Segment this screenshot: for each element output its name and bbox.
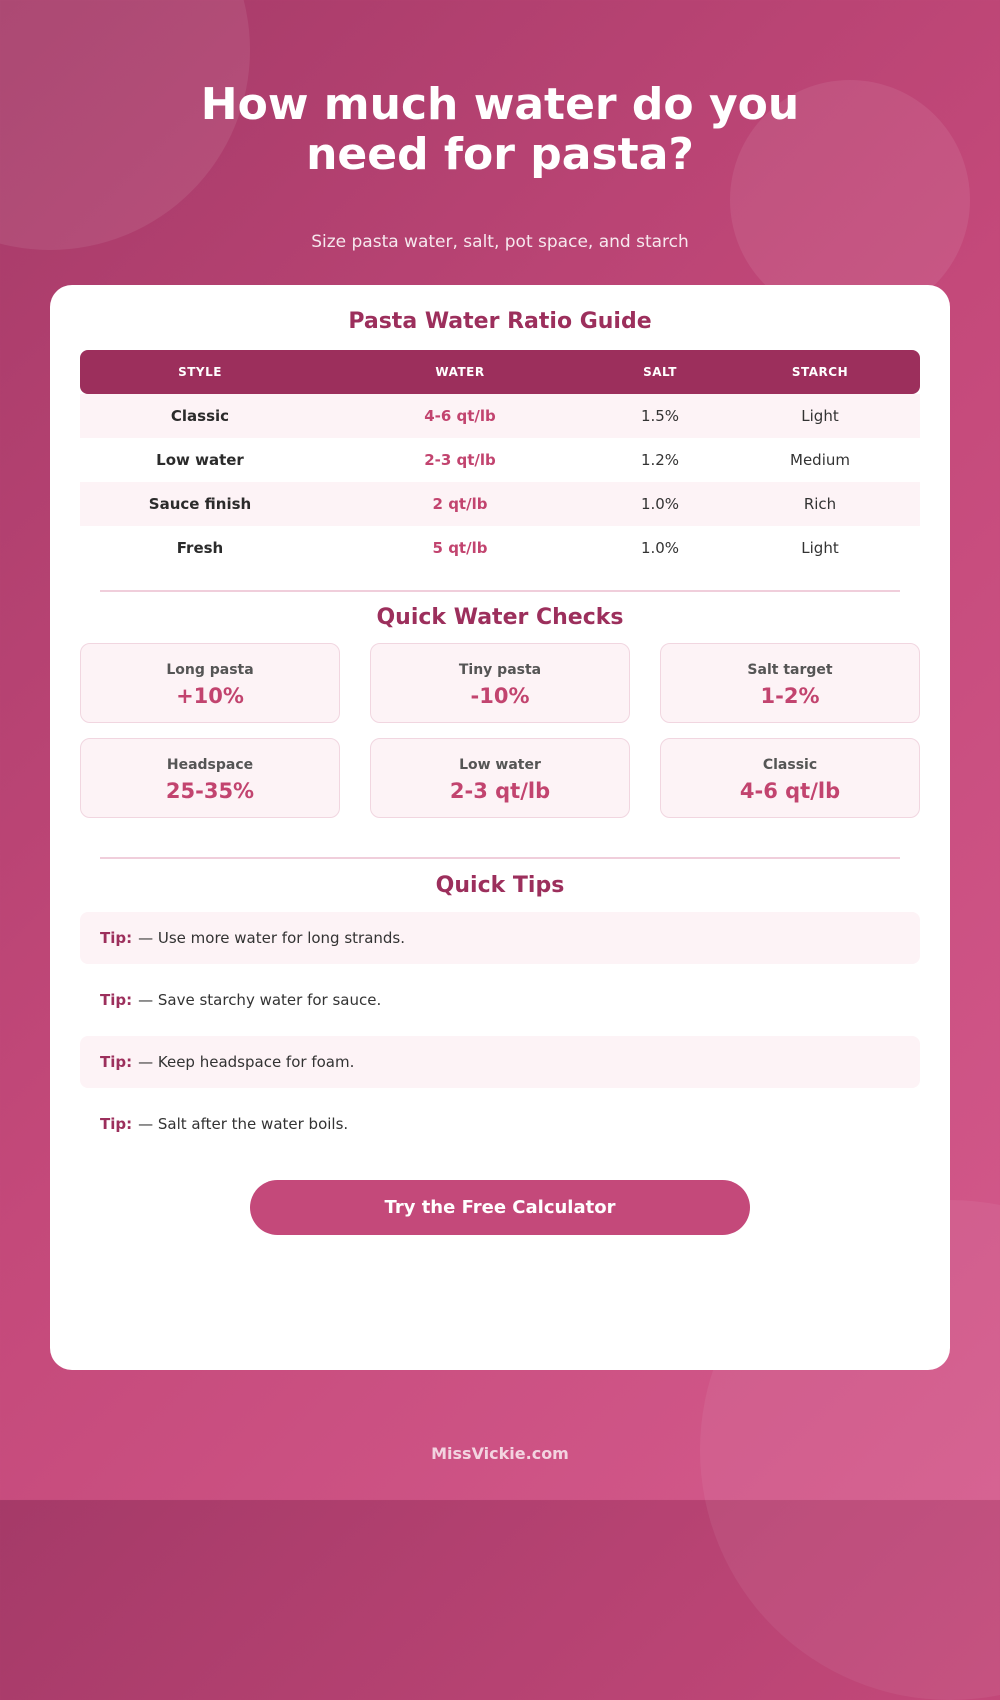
column-header-starch: STARCH xyxy=(791,365,849,379)
tip-label: Tip: xyxy=(100,1053,133,1071)
cell-style: Low water xyxy=(156,451,244,469)
check-card xyxy=(80,738,340,818)
check-card xyxy=(370,738,630,818)
tip-text: — Keep headspace for foam. xyxy=(138,1053,355,1071)
footer-brand[interactable]: MissVickie.com xyxy=(431,1444,569,1463)
cell-starch: Light xyxy=(801,539,839,557)
ratio-table xyxy=(80,350,920,570)
cell-salt: 1.2% xyxy=(640,451,680,469)
content-card xyxy=(50,285,950,1370)
check-card xyxy=(370,643,630,723)
column-header-style: STYLE xyxy=(178,365,222,379)
check-value: 4-6 qt/lb xyxy=(739,779,841,803)
check-label: Headspace xyxy=(166,757,254,773)
cell-water: 2-3 qt/lb xyxy=(424,451,496,469)
section-divider xyxy=(100,857,900,859)
cell-starch: Medium xyxy=(790,451,850,469)
cell-water: 5 qt/lb xyxy=(432,539,488,557)
check-value: 2-3 qt/lb xyxy=(449,779,551,803)
tip-text: — Save starchy water for sauce. xyxy=(138,991,382,1009)
tip-text: — Salt after the water boils. xyxy=(138,1115,349,1133)
check-label: Long pasta xyxy=(166,662,254,678)
title-line-2: need for pasta? xyxy=(306,129,694,180)
cell-water: 4-6 qt/lb xyxy=(424,407,496,425)
check-label: Classic xyxy=(762,757,818,773)
cell-style: Sauce finish xyxy=(148,495,252,513)
table-row xyxy=(80,394,920,438)
title-line-1: How much water do you xyxy=(200,79,800,130)
check-value: 1-2% xyxy=(760,684,820,708)
page-subtitle: Size pasta water, salt, pot space, and starch xyxy=(311,232,689,252)
check-value: 25-35% xyxy=(165,779,255,803)
check-card xyxy=(660,738,920,818)
cell-style: Fresh xyxy=(176,539,224,557)
ratio-guide-heading: Pasta Water Ratio Guide xyxy=(348,309,652,334)
check-value: -10% xyxy=(470,684,530,708)
cell-starch: Rich xyxy=(803,495,837,513)
table-row xyxy=(80,482,920,526)
check-card xyxy=(660,643,920,723)
column-header-salt: SALT xyxy=(643,365,677,379)
check-value: +10% xyxy=(176,684,244,708)
cell-style: Classic xyxy=(170,407,230,425)
column-header-water: WATER xyxy=(435,365,485,379)
tip-item xyxy=(80,974,920,1026)
quick-tips-heading: Quick Tips xyxy=(435,873,565,898)
cell-salt: 1.5% xyxy=(640,407,680,425)
check-label: Salt target xyxy=(747,662,833,678)
table-row xyxy=(80,526,920,570)
tip-item xyxy=(80,912,920,964)
check-card xyxy=(80,643,340,723)
tip-item xyxy=(80,1036,920,1088)
page-title xyxy=(0,80,1000,180)
try-calculator-button[interactable]: Try the Free Calculator xyxy=(250,1180,750,1235)
tip-text: — Use more water for long strands. xyxy=(138,929,405,947)
tip-label: Tip: xyxy=(100,991,133,1009)
check-label: Low water xyxy=(459,757,541,773)
quick-checks-heading: Quick Water Checks xyxy=(376,605,624,630)
tip-item xyxy=(80,1098,920,1150)
tip-label: Tip: xyxy=(100,929,133,947)
cell-salt: 1.0% xyxy=(640,539,680,557)
cell-water: 2 qt/lb xyxy=(432,495,488,513)
section-divider xyxy=(100,590,900,592)
table-header xyxy=(80,350,920,394)
check-label: Tiny pasta xyxy=(458,662,542,678)
table-row xyxy=(80,438,920,482)
cell-starch: Light xyxy=(801,407,839,425)
cell-salt: 1.0% xyxy=(640,495,680,513)
tip-label: Tip: xyxy=(100,1115,133,1133)
